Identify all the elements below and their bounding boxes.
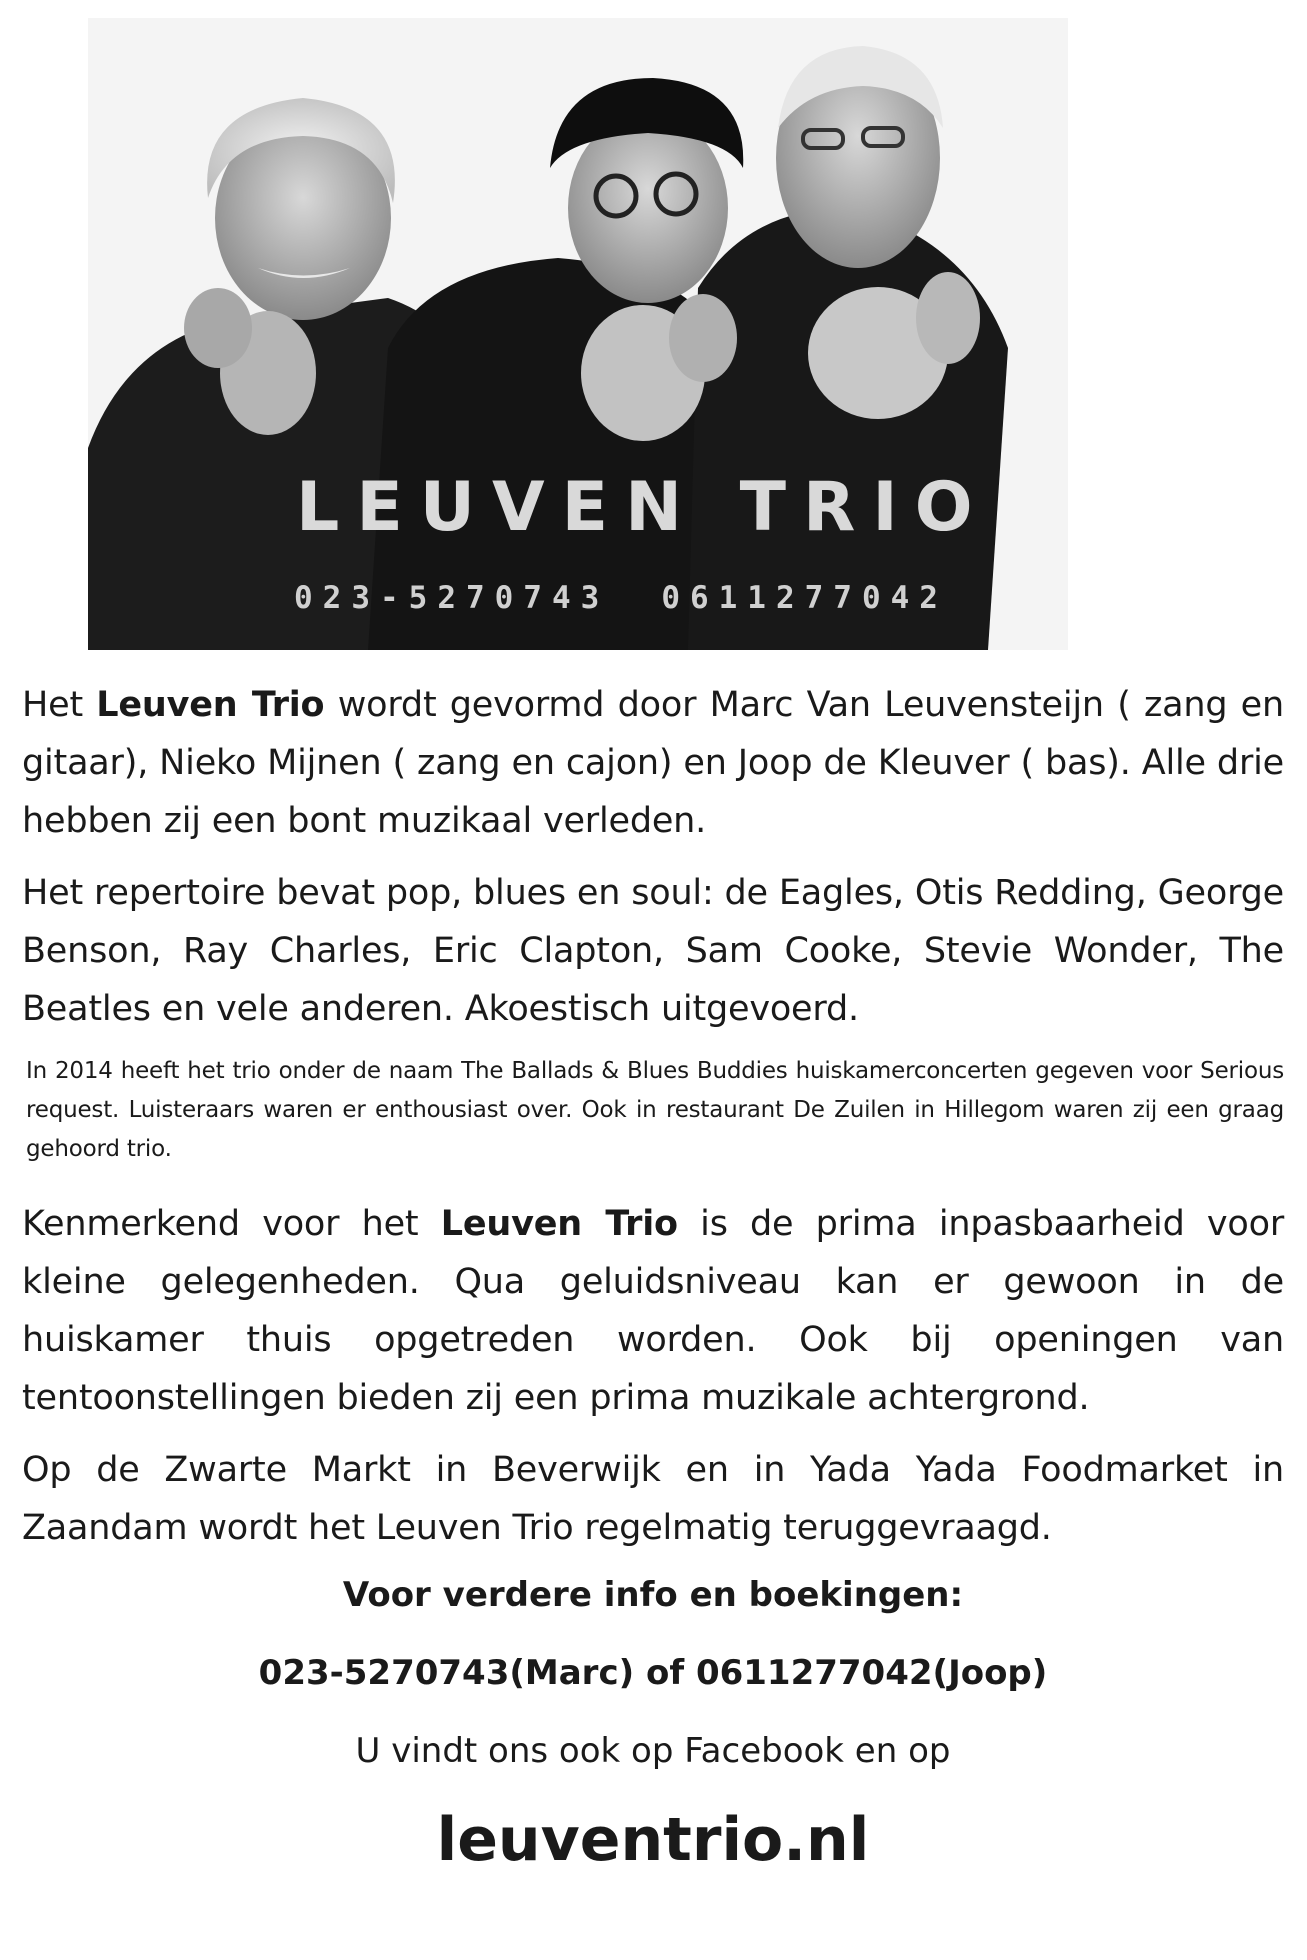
contact-phones: 023-5270743(Marc) of 0611277042(Joop) bbox=[258, 1653, 1048, 1693]
facebook-line: U vindt ons ook op Facebook en op bbox=[355, 1731, 951, 1771]
intro-paragraph bbox=[22, 676, 1284, 850]
contact-heading: Voor verdere info en boekingen: bbox=[342, 1575, 964, 1615]
characteristic-band-name: Leuven Trio bbox=[440, 1204, 678, 1244]
banner-phone-joop: 0611277042 bbox=[661, 580, 948, 616]
repertoire-paragraph: Het repertoire bevat pop, blues en soul: de Eagles, Otis Redding, George Benson, Ray Charles, Eric Clapton, Sam Cooke, Stevie Wonder, The Beatles en vele anderen. Akoestisch uitgevoerd. bbox=[22, 873, 1284, 1029]
flyer-body bbox=[22, 676, 1284, 1875]
band-photo bbox=[88, 18, 1068, 650]
website-link[interactable]: leuventrio.nl bbox=[436, 1805, 870, 1875]
intro-band-name: Leuven Trio bbox=[96, 685, 325, 725]
banner-phone-marc: 023-5270743 bbox=[294, 580, 610, 616]
venues-paragraph: Op de Zwarte Markt in Beverwijk en in Yada Yada Foodmarket in Zaandam wordt het Leuven Trio regelmatig teruggevraagd. bbox=[22, 1450, 1284, 1548]
characteristic-text-start: Kenmerkend voor het bbox=[22, 1204, 441, 1244]
characteristic-text-rest: is de prima inpasbaarheid voor kleine gelegenheden. Qua geluidsniveau kan er gewoon in de huiskamer thuis opgetreden worden. Ook bij openingen van tentoonstellingen bieden zij een prima muzikale achtergrond. bbox=[22, 1204, 1285, 1418]
intro-text-start: Het bbox=[22, 685, 97, 725]
band-name-title: LEUVEN TRIO bbox=[296, 468, 990, 547]
history-paragraph: In 2014 heeft het trio onder de naam The Ballads & Blues Buddies huiskamerconcerten gegeven voor Serious request. Luisteraars waren er enthousiast over. Ook in restaurant De Zuilen in Hillegom waren zij een graag gehoord trio. bbox=[26, 1058, 1284, 1162]
banner-phone-numbers bbox=[294, 580, 948, 616]
characteristic-paragraph bbox=[22, 1195, 1284, 1427]
band-photo-illustration bbox=[88, 18, 1068, 650]
intro-text-rest: wordt gevormd door Marc Van Leuvensteijn ( zang en gitaar), Nieko Mijnen ( zang en cajon) en Joop de Kleuver ( bas). Alle drie hebben zij een bont muzikaal verleden. bbox=[22, 685, 1284, 841]
